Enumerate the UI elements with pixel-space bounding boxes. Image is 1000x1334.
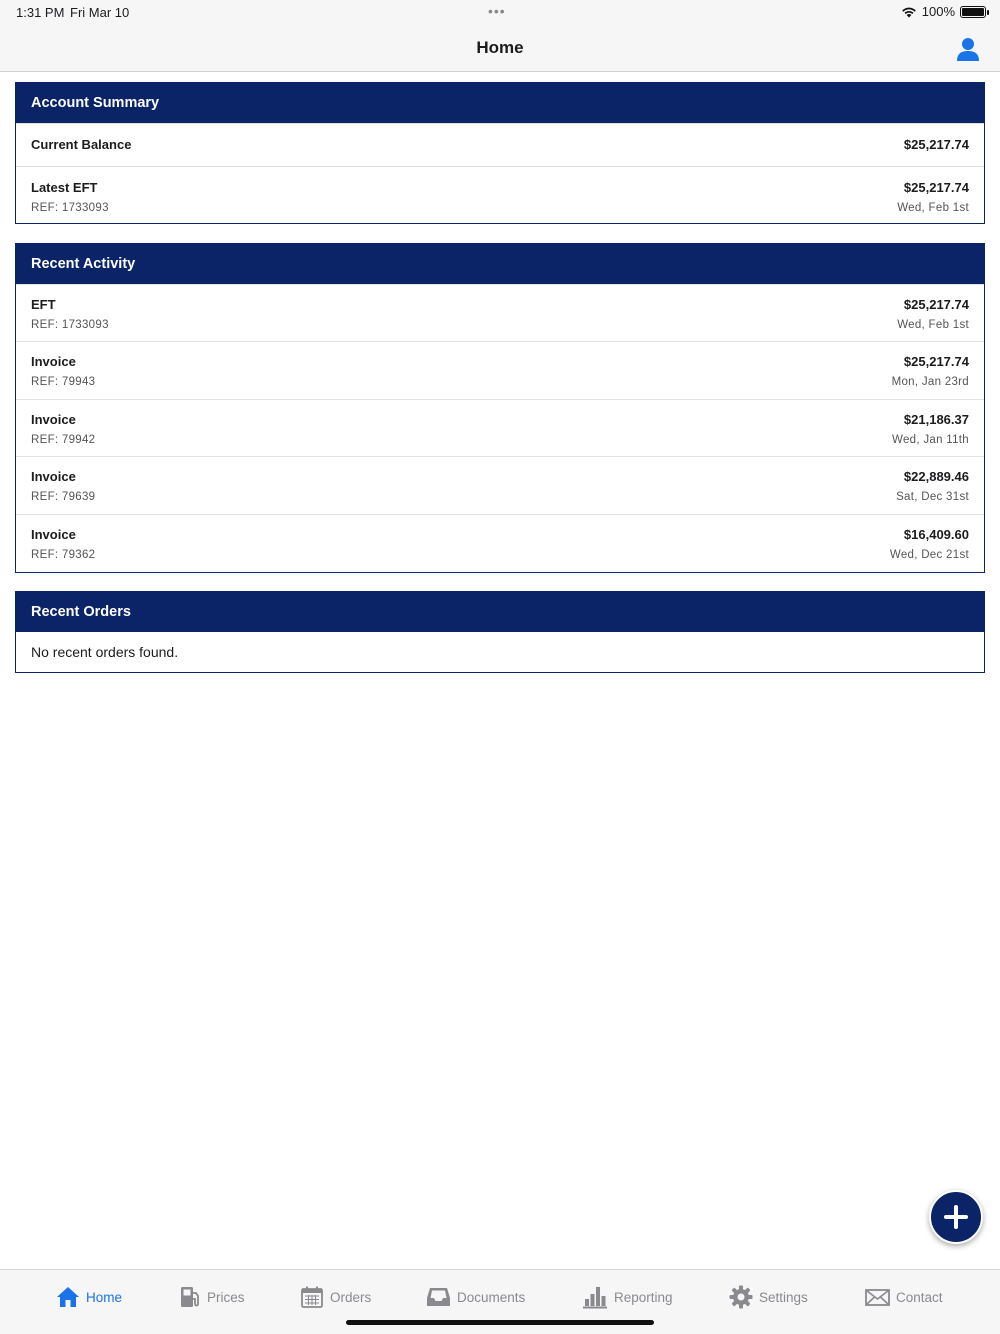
activity-row[interactable] [16, 284, 984, 341]
activity-type: Invoice [31, 412, 76, 427]
activity-row[interactable] [16, 341, 984, 399]
tab-documents-label: Documents [457, 1289, 526, 1305]
tab-reporting-label: Reporting [614, 1289, 673, 1305]
activity-date: Wed, Jan 11th [892, 434, 969, 446]
no-orders-message: No recent orders found. [31, 644, 179, 660]
activity-date: Mon, Jan 23rd [891, 376, 969, 388]
activity-amount: $21,186.37 [903, 412, 969, 427]
plus-icon [941, 1202, 971, 1232]
bar-chart-icon [582, 1285, 608, 1309]
recent-activity-card [15, 243, 985, 573]
tab-contact-label: Contact [896, 1289, 943, 1305]
current-balance-row [16, 123, 984, 166]
tab-settings[interactable] [729, 1283, 808, 1311]
home-indicator[interactable] [346, 1320, 654, 1325]
latest-eft-date: Wed, Feb 1st [897, 202, 969, 214]
multitasking-dots-icon[interactable]: ••• [488, 3, 506, 19]
gear-icon [729, 1285, 753, 1309]
recent-orders-card [15, 591, 985, 673]
activity-type: Invoice [31, 354, 76, 369]
activity-date: Wed, Dec 21st [889, 549, 969, 561]
tab-settings-label: Settings [759, 1289, 808, 1305]
account-summary-card [15, 82, 985, 224]
latest-eft-amount: $25,217.74 [903, 180, 969, 195]
navigation-bar [0, 26, 1000, 72]
tab-contact[interactable] [865, 1283, 943, 1311]
current-balance-amount: $25,217.74 [903, 137, 969, 152]
home-icon [56, 1285, 80, 1309]
tab-prices-label: Prices [207, 1289, 245, 1305]
calendar-icon [300, 1285, 324, 1309]
tab-orders[interactable] [300, 1283, 371, 1311]
activity-ref: REF: 79639 [31, 491, 96, 503]
envelope-icon [865, 1287, 890, 1307]
battery-icon [960, 6, 986, 18]
page-title: Home [476, 38, 524, 57]
activity-ref: REF: 79943 [31, 376, 96, 388]
current-balance-label: Current Balance [31, 137, 132, 152]
tab-home[interactable] [56, 1283, 122, 1311]
fuel-pump-icon [179, 1285, 201, 1309]
activity-type: Invoice [31, 527, 76, 542]
wifi-icon [901, 6, 917, 18]
activity-type: Invoice [31, 469, 76, 484]
account-summary-header: Account Summary [16, 83, 984, 123]
activity-ref: REF: 79942 [31, 434, 96, 446]
activity-ref: REF: 1733093 [31, 319, 109, 331]
battery-percent: 100% [921, 4, 955, 19]
latest-eft-label: Latest EFT [31, 180, 98, 195]
activity-amount: $22,889.46 [903, 469, 969, 484]
status-date: Fri Mar 10 [70, 5, 130, 20]
activity-row[interactable] [16, 399, 984, 456]
activity-date: Wed, Feb 1st [897, 319, 969, 331]
recent-activity-header: Recent Activity [16, 244, 984, 284]
activity-amount: $25,217.74 [903, 297, 969, 312]
status-time: 1:31 PM [16, 5, 65, 20]
status-bar [0, 0, 1000, 26]
recent-orders-header: Recent Orders [16, 592, 984, 632]
tab-home-label: Home [86, 1289, 123, 1305]
user-profile-icon[interactable] [954, 35, 982, 63]
activity-ref: REF: 79362 [31, 549, 96, 561]
add-button[interactable] [929, 1190, 983, 1244]
tab-documents[interactable] [426, 1283, 525, 1311]
activity-type: EFT [31, 297, 56, 312]
tab-orders-label: Orders [330, 1289, 372, 1305]
tab-prices[interactable] [179, 1283, 245, 1311]
latest-eft-row[interactable] [16, 166, 984, 222]
activity-date: Sat, Dec 31st [896, 491, 969, 503]
tab-reporting[interactable] [582, 1283, 673, 1311]
activity-row[interactable] [16, 514, 984, 571]
activity-amount: $25,217.74 [903, 354, 969, 369]
activity-row[interactable] [16, 456, 984, 514]
inbox-icon [426, 1285, 451, 1309]
latest-eft-ref: REF: 1733093 [31, 202, 109, 214]
activity-amount: $16,409.60 [903, 527, 969, 542]
